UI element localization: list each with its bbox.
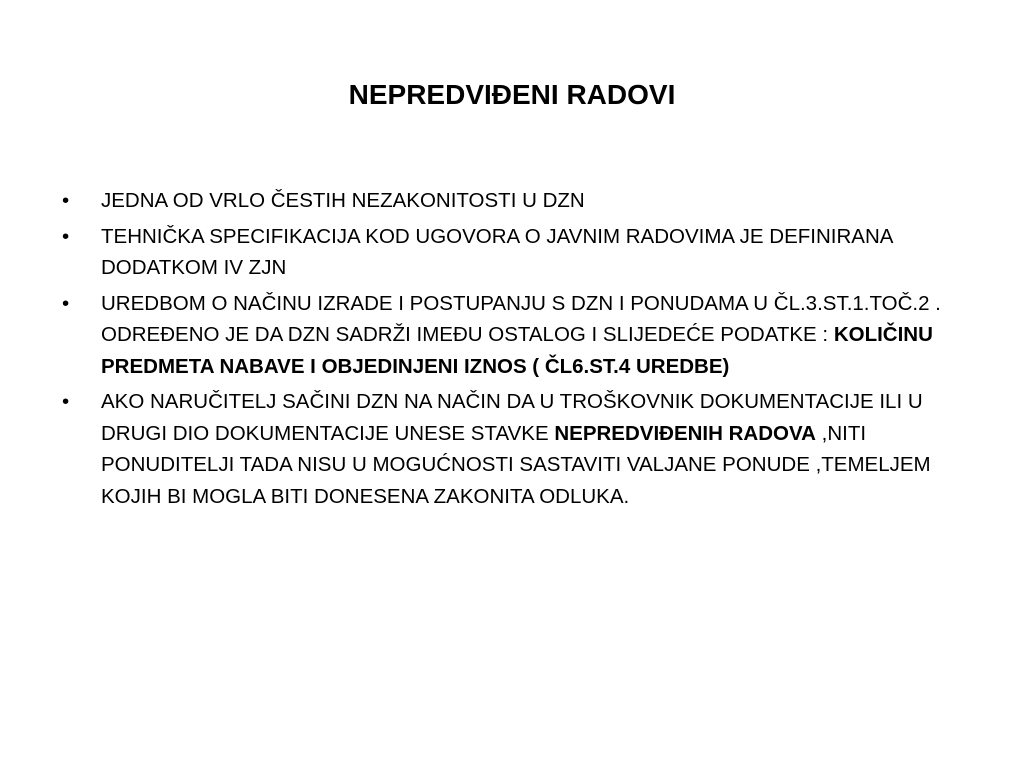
bullet-bold-text: KOLIČINU PREDMETA NABAVE I OBJEDINJENI IZNOS ( ČL6.ST.4 UREDBE): [101, 323, 933, 378]
bullet-list: [62, 185, 962, 516]
bullet-item: [62, 288, 962, 383]
bullet-text: UREDBOM O NAČINU IZRADE I POSTUPANJU S DZN I PONUDAMA U ČL.3.ST.1.TOČ.2 . ODREĐENO JE DA DZN SADRŽI IMEĐU OSTALOG I SLIJEDEĆE PODATKE :: [101, 291, 941, 346]
bullet-icon: •: [62, 189, 70, 212]
bullet-icon: •: [62, 390, 70, 413]
bullet-item: [62, 185, 962, 217]
slide-title: NEPREDVIĐENI RADOVI: [348, 79, 676, 110]
bullet-bold-text: NEPREDVIĐENIH RADOVA: [554, 421, 816, 445]
bullet-icon: •: [62, 224, 70, 248]
bullet-text: TEHNIČKA SPECIFIKACIJA KOD UGOVORA O JAVNIM RADOVIMA JE DEFINIRANA DODATKOM IV ZJN: [101, 224, 893, 279]
bullet-item: [62, 386, 962, 512]
bullet-text: ,NITI PONUDITELJI TADA NISU U MOGUĆNOSTI SASTAVITI VALJANE PONUDE ,TEMELJEM KOJIH BI MOGLA BITI DONESENA ZAKONITA ODLUKA.: [101, 421, 931, 508]
bullet-icon: •: [62, 291, 70, 315]
bullet-item: [62, 221, 962, 284]
bullet-text: JEDNA OD VRLO ČESTIH NEZAKONITOSTI U DZN: [101, 189, 585, 212]
bullet-text: AKO NARUČITELJ SAČINI DZN NA NAČIN DA U TROŠKOVNIK DOKUMENTACIJE ILI U DRUGI DIO DOKUMENTACIJE UNESE STAVKE: [101, 390, 923, 445]
